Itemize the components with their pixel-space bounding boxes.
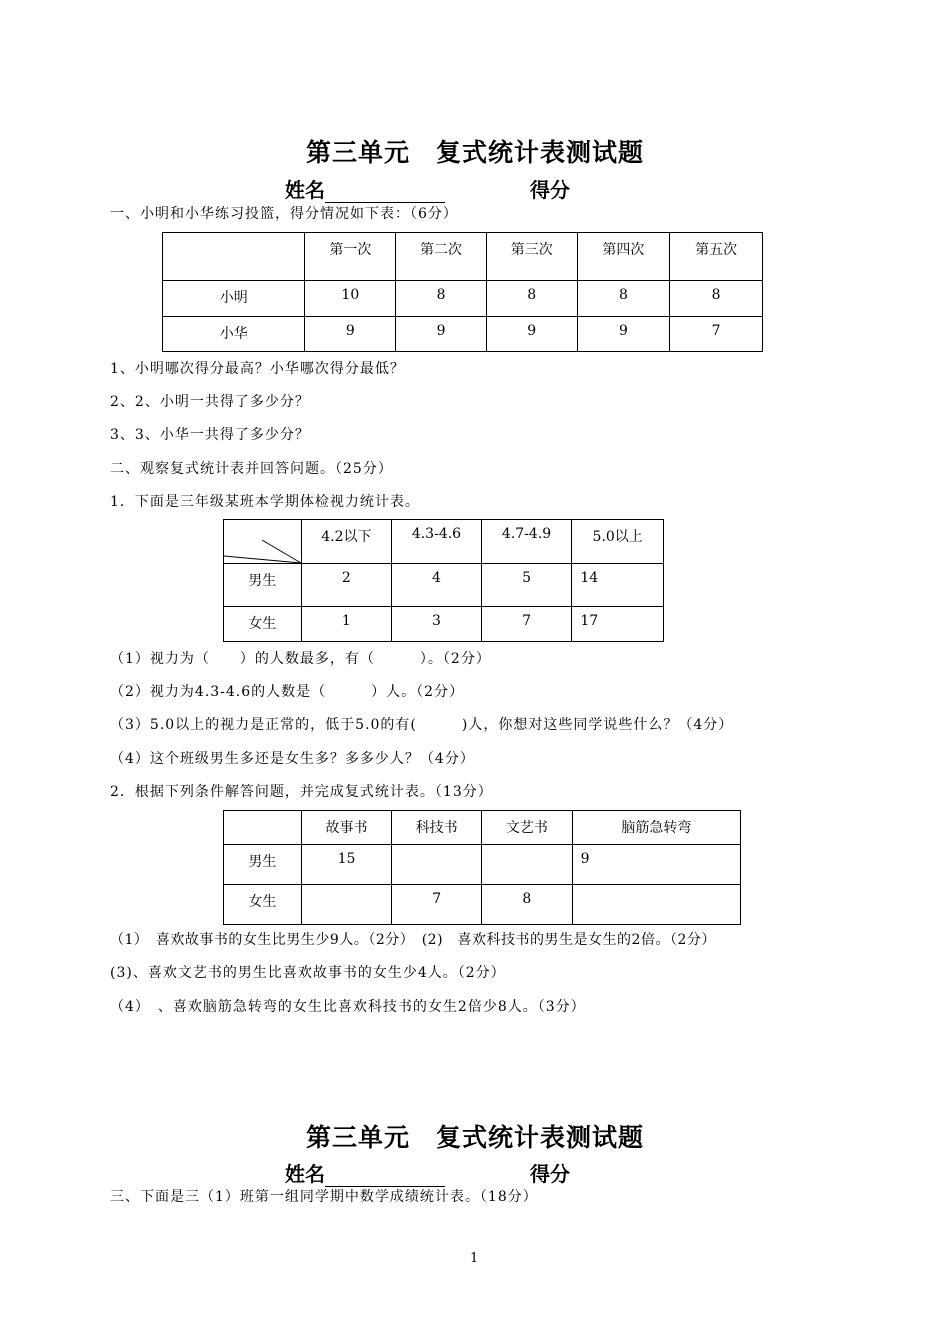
table-cell: 8 (482, 885, 573, 925)
table-cell: 1 (301, 607, 392, 642)
books-table (223, 810, 741, 925)
table-row (224, 564, 664, 607)
table-cell (163, 233, 305, 281)
table-cell: 15 (301, 845, 392, 885)
table-input-cell[interactable] (482, 845, 573, 885)
name-field (285, 174, 445, 203)
table-header-row (224, 811, 741, 845)
name-label: 姓名 (285, 178, 325, 202)
q1-intro: 一、小明和小华练习投篮，得分情况如下表：（6分） (110, 206, 458, 222)
table-cell: 9 (577, 317, 670, 352)
table-row (163, 281, 763, 317)
table-cell: 7 (481, 607, 572, 642)
q1-sub2: 2、2、小明一共得了多少分？ (110, 394, 310, 410)
table-header-cell: 科技书 (392, 811, 482, 845)
table-header-cell: 4.2以下 (301, 520, 392, 564)
table-header-cell: 4.7-4.9 (481, 520, 572, 564)
table-header-cell: 5.0以上 (572, 520, 664, 564)
score-label: 得分 (530, 178, 570, 202)
q2-p2-c3: （4） 、喜欢脑筋急转弯的女生比喜欢科技书的女生2倍少8人。（3分） (110, 999, 586, 1015)
diagonal-header-cell (224, 520, 302, 564)
table-row (163, 317, 763, 352)
table-row (224, 845, 741, 885)
q2-intro: 二、观察复式统计表并回答问题。（25分） (110, 461, 393, 477)
q2-p1-a4: （4）这个班级男生多还是女生多？多多少人？（4分） (110, 751, 475, 767)
table-cell: 女生 (224, 885, 302, 925)
table-input-cell[interactable] (301, 885, 392, 925)
page-title-2: 第三单元 复式统计表测试题 (305, 1123, 644, 1152)
name-label: 姓名 (285, 1162, 325, 1186)
table-cell: 9 (486, 317, 577, 352)
table-cell: 女生 (224, 607, 302, 642)
table-cell (224, 811, 302, 845)
q1-sub1: 1、小明哪次得分最高？小华哪次得分最低？ (110, 361, 405, 377)
q2-p2-c2: (3)、喜欢文艺书的男生比喜欢故事书的女生少4人。（2分） (110, 965, 506, 981)
table-cell: 14 (572, 564, 664, 607)
table-cell: 5 (481, 564, 572, 607)
table-cell: 8 (486, 281, 577, 317)
page-number: 1 (470, 1251, 479, 1266)
table-cell: 男生 (224, 564, 302, 607)
diagonal-lines (224, 520, 302, 565)
q2-p1-a1: （1）视力为（ ）的人数最多，有（ ）。（2分） (110, 651, 491, 667)
q2-p2-intro: 2．根据下列条件解答问题，并完成复式统计表。（13分） (110, 784, 493, 800)
table-cell: 男生 (224, 845, 302, 885)
name-blank[interactable] (325, 182, 445, 203)
table-cell: 小明 (163, 281, 305, 317)
name-blank[interactable] (325, 1166, 445, 1187)
q2-p1-a2: （2）视力为4.3-4.6的人数是（ ）人。（2分） (110, 684, 465, 700)
table-header-cell: 第一次 (305, 233, 396, 281)
table-cell: 3 (392, 607, 482, 642)
table-cell: 小华 (163, 317, 305, 352)
table-header-cell: 故事书 (301, 811, 392, 845)
table-cell: 8 (577, 281, 670, 317)
table-input-cell[interactable] (392, 845, 482, 885)
q1-sub3: 3、3、小华一共得了多少分？ (110, 427, 310, 443)
table-cell: 7 (670, 317, 763, 352)
table-row (224, 885, 741, 925)
score-label-2: 得分 (530, 1162, 570, 1186)
table-header-cell: 脑筋急转弯 (572, 811, 740, 845)
table-cell: 9 (572, 845, 740, 885)
page-title: 第三单元 复式统计表测试题 (305, 138, 644, 167)
q2-p1-intro: 1．下面是三年级某班本学期体检视力统计表。 (110, 494, 420, 510)
table-cell: 4 (392, 564, 482, 607)
table-cell: 8 (670, 281, 763, 317)
table-header-cell: 第五次 (670, 233, 763, 281)
q1-table (162, 232, 763, 352)
table-header-row (224, 520, 664, 564)
table-header-cell: 第四次 (577, 233, 670, 281)
q2-p2-c1: （1） 喜欢故事书的女生比男生少9人。（2分） (2) 喜欢科技书的男生是女生的2倍。（2分） (110, 932, 716, 948)
table-cell: 8 (396, 281, 487, 317)
name-field-2 (285, 1158, 445, 1187)
table-input-cell[interactable] (572, 885, 740, 925)
table-cell: 7 (392, 885, 482, 925)
q3-intro: 三、下面是三（1）班第一组同学期中数学成绩统计表。（18分） (110, 1189, 538, 1205)
table-header-cell: 第三次 (486, 233, 577, 281)
table-cell: 2 (301, 564, 392, 607)
table-header-cell: 4.3-4.6 (392, 520, 482, 564)
vision-table (223, 519, 664, 642)
table-cell: 10 (305, 281, 396, 317)
table-header-row (163, 233, 763, 281)
table-row (224, 607, 664, 642)
table-cell: 17 (572, 607, 664, 642)
q2-p1-a3: （3）5.0以上的视力是正常的，低于5.0的有( )人，你想对这些同学说些什么？（4分） (110, 717, 734, 733)
table-header-cell: 文艺书 (482, 811, 573, 845)
table-cell: 9 (305, 317, 396, 352)
table-cell: 9 (396, 317, 487, 352)
table-header-cell: 第二次 (396, 233, 487, 281)
